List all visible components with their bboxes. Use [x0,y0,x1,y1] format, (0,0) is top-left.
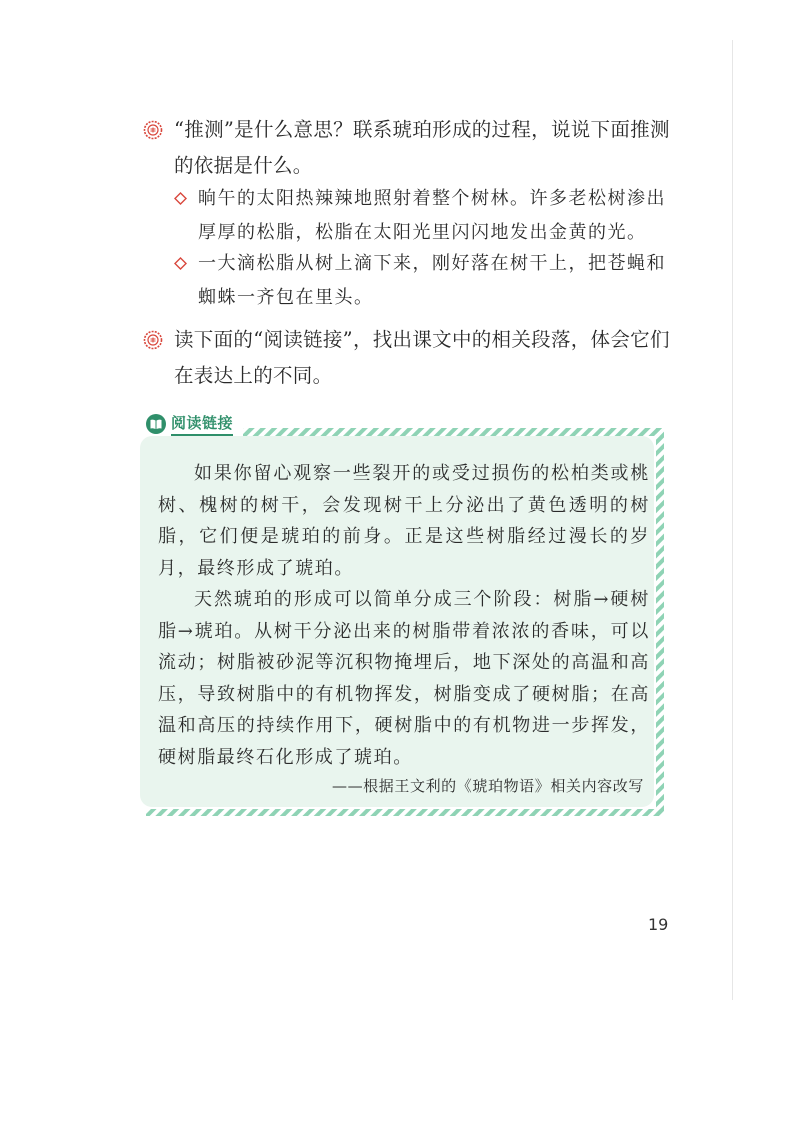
diamond-icon [174,192,187,205]
sub-item-1-text: 晌午的太阳热辣辣地照射着整个树林。许多老松树渗出厚厚的松脂，松脂在太阳光里闪闪地发出金黄的光。 [198,188,666,243]
seal-stamp-icon [143,330,163,350]
seal-stamp-icon [143,120,163,140]
page-number: 19 [648,915,669,934]
reading-paragraph-2: 天然琥珀的形成可以简单分成三个阶段：树脂→硬树脂→琥珀。从树干分泌出来的树脂带着浓浓的香味，可以流动；树脂被砂泥等沉积物掩埋后，地下深处的高温和高压，导致树脂中的有机物挥发，树脂变成了硬树脂；在高温和高压的持续作用下，硬树脂中的有机物进一步挥发，硬树脂最终石化形成了琥珀。 [158,589,650,768]
page-edge-line [732,40,733,1000]
reading-content [158,458,650,773]
reading-paragraph-1: 如果你留心观察一些裂开的或受过损伤的松柏类或桃树、槐树的树干，会发现树干上分泌出了黄色透明的树脂，它们便是琥珀的前身。正是这些树脂经过漫长的岁月，最终形成了琥珀。 [158,463,650,579]
question-2-text: 读下面的“阅读链接”，找出课文中的相关段落，体会它们在表达上的不同。 [174,328,670,387]
reading-source: ——根据王文利的《琥珀物语》相关内容改写 [331,777,644,795]
list-item [174,247,674,315]
reading-link-title-text: 阅读链接 [171,412,233,436]
reading-link-title [145,412,233,436]
reading-link-box [138,426,666,818]
question-1-text: “推测”是什么意思？联系琥珀形成的过程，说说下面推测的依据是什么。 [174,118,670,177]
book-icon [145,413,167,435]
sub-item-2-text: 一大滴松脂从树上滴下来，刚好落在树干上，把苍蝇和蜘蛛一齐包在里头。 [198,253,666,308]
question-1 [143,112,678,184]
diamond-icon [174,257,187,270]
question-2 [143,322,678,394]
list-item [174,182,674,250]
